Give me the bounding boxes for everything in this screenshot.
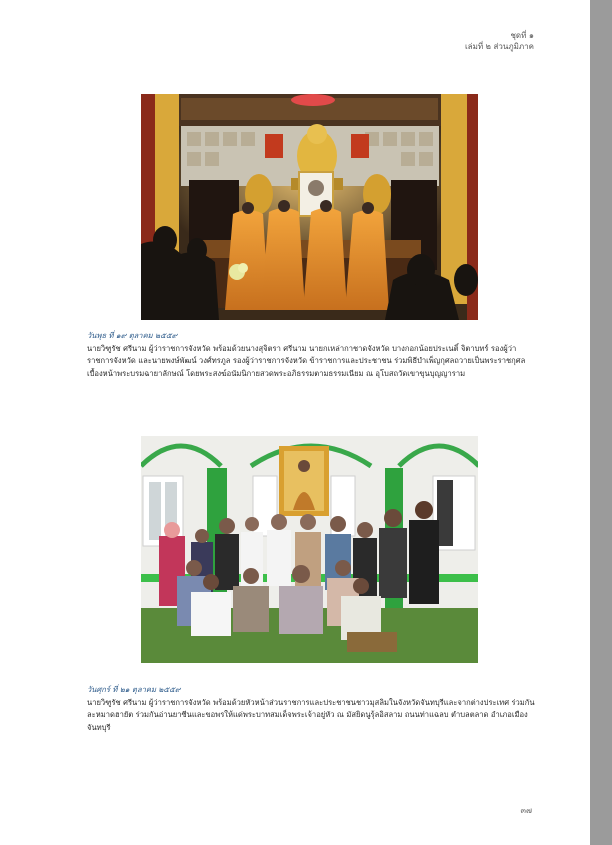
photo-mosque-group [141,436,478,663]
page-side-bar [590,0,612,845]
caption-date: วันศุกร์ ที่ ๒๑ ตุลาคม ๒๕๕๙ [87,685,181,694]
caption-date: วันพุธ ที่ ๑๙ ตุลาคม ๒๕๕๙ [87,331,178,340]
header-volume: เล่มที่ ๒ ส่วนภูมิภาค [464,42,534,51]
photo-temple-ceremony [141,94,478,320]
header-set-number: ชุดที่ ๑ [510,31,534,40]
page-number: ๓๗ [520,806,532,815]
caption-body: นายวิฑูรัช ศรีนาม ผู้ว่าราชการจังหวัด พร้อมด้วยนางสุจิตรา ศรีนาม นายกเหล่ากาชาดจังหวัด บางกอกน้อยประเนติ์ จิตาบทร์ รองผู้ว่าราชการจังหวัด และนายพงษ์พัฒน์ วงศ์ทรภูล รองผู้ว่าราชการจังหวัด ข้าราชการและประชาชน ร่วมพิธีบำเพ็ญกุศลถวายเป็นพระราชกุศล เบื้องหน้าพระบรมฉายาลักษณ์ โดยพระสงฆ์อนัมนิกายสวดพระอภิธรรมตามธรรมเนียม ณ อุโบสถวัดเขาขุนบุญญาราม [87,343,526,378]
caption-mosque-group [87,684,535,734]
page-header [465,30,534,52]
caption-temple-ceremony [87,330,535,380]
caption-body: นายวิฑูรัช ศรีนาม ผู้ว่าราชการจังหวัด พร้อมด้วยหัวหน้าส่วนราชการและประชาชนชาวมุสลิมในจังหวัดจันทบุรีและจากต่างประเทศ ร่วมกันละหมาดฮายัต ร่วมกันอ่านยาซีนและขอพรให้แด่พระบาทสมเด็จพระเจ้าอยู่หัว ณ มัสยิดนูรุ้ลอิสลาม ถนนท่าแฉลบ ตำบลตลาด อำเภอเมืองจันทบุรี [87,697,535,732]
